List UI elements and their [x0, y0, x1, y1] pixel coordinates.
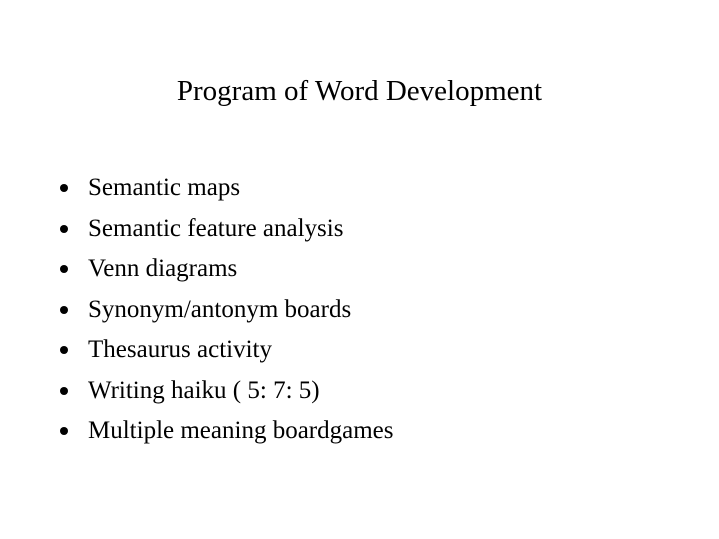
list-item [56, 371, 393, 412]
bullet-text: Semantic maps [88, 174, 241, 202]
slide-title: Program of Word Development [176, 75, 543, 107]
bullet-point-icon [60, 225, 68, 233]
bullet-list [56, 168, 393, 452]
bullet-text: Multiple meaning boardgames [88, 417, 394, 445]
list-item [56, 290, 393, 331]
bullet-point-icon [60, 427, 68, 435]
bullet-text: Synonym/antonym boards [88, 295, 352, 323]
list-item [56, 330, 393, 371]
list-item [56, 168, 393, 209]
bullet-point-icon [60, 306, 68, 314]
list-item [56, 411, 393, 452]
bullet-point-icon [60, 387, 68, 395]
bullet-text: Venn diagrams [88, 255, 238, 283]
bullet-text: Writing haiku ( 5: 7: 5) [88, 376, 320, 404]
list-item [56, 209, 393, 250]
bullet-point-icon [60, 265, 68, 273]
bullet-point-icon [60, 346, 68, 354]
list-item [56, 249, 393, 290]
bullet-text: Semantic feature analysis [88, 214, 344, 242]
bullet-text: Thesaurus activity [88, 336, 272, 364]
bullet-point-icon [60, 184, 68, 192]
